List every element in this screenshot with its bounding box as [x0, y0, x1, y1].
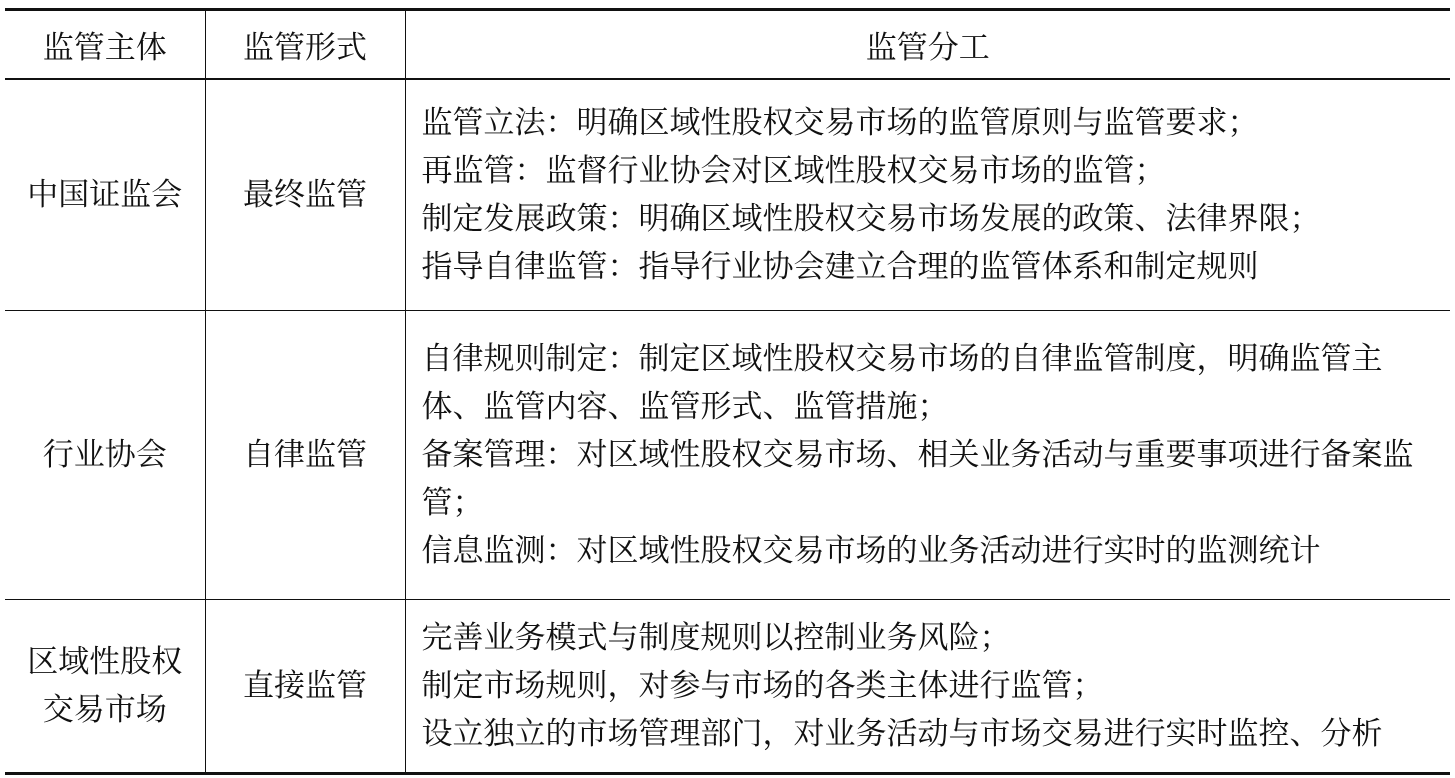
- division-line: 制定市场规则，对参与市场的各类主体进行监管；: [421, 668, 1104, 704]
- cell-division: [405, 79, 1450, 311]
- division-line: 监管立法：明确区域性股权交易市场的监管原则与监管要求；: [421, 105, 1259, 141]
- table-row: [5, 311, 1450, 600]
- division-line: 制定发展政策：明确区域性股权交易市场发展的政策、法律界限；: [421, 201, 1321, 237]
- cell-form: 直接监管: [205, 600, 405, 774]
- cell-division: [405, 600, 1450, 774]
- cell-division: [405, 311, 1450, 600]
- cell-subject: [5, 600, 205, 774]
- header-form: 监管形式: [205, 10, 405, 80]
- cell-form: 自律监管: [205, 311, 405, 600]
- header-row: [5, 10, 1450, 80]
- division-line: 指导自律监管：指导行业协会建立合理的监管体系和制定规则: [421, 249, 1259, 285]
- division-line: 自律规则制定：制定区域性股权交易市场的自律监管制度，明确监管主体、监管内容、监管形式、监管措施；: [421, 341, 1383, 425]
- header-subject: 监管主体: [5, 10, 205, 80]
- cell-subject: [5, 79, 205, 311]
- regulation-table: [5, 8, 1450, 775]
- table-row: [5, 600, 1450, 774]
- subject-text: 区域性股权: [27, 644, 183, 680]
- table-header: [5, 10, 1450, 80]
- subject-text: 中国证监会: [27, 177, 183, 213]
- cell-form: 最终监管: [205, 79, 405, 311]
- division-line: 设立独立的市场管理部门，对业务活动与市场交易进行实时监控、分析: [421, 716, 1383, 752]
- header-division: 监管分工: [405, 10, 1450, 80]
- table-row: [5, 79, 1450, 311]
- subject-text: 行业协会: [42, 437, 167, 473]
- subject-text: 交易市场: [42, 692, 167, 728]
- division-line: 信息监测：对区域性股权交易市场的业务活动进行实时的监测统计: [421, 533, 1321, 569]
- division-line: 再监管：监督行业协会对区域性股权交易市场的监管；: [421, 153, 1166, 189]
- division-line: 完善业务模式与制度规则以控制业务风险；: [421, 620, 1011, 656]
- table-body: [5, 79, 1450, 774]
- division-line: 备案管理：对区域性股权交易市场、相关业务活动与重要事项进行备案监管；: [421, 437, 1414, 521]
- cell-subject: [5, 311, 205, 600]
